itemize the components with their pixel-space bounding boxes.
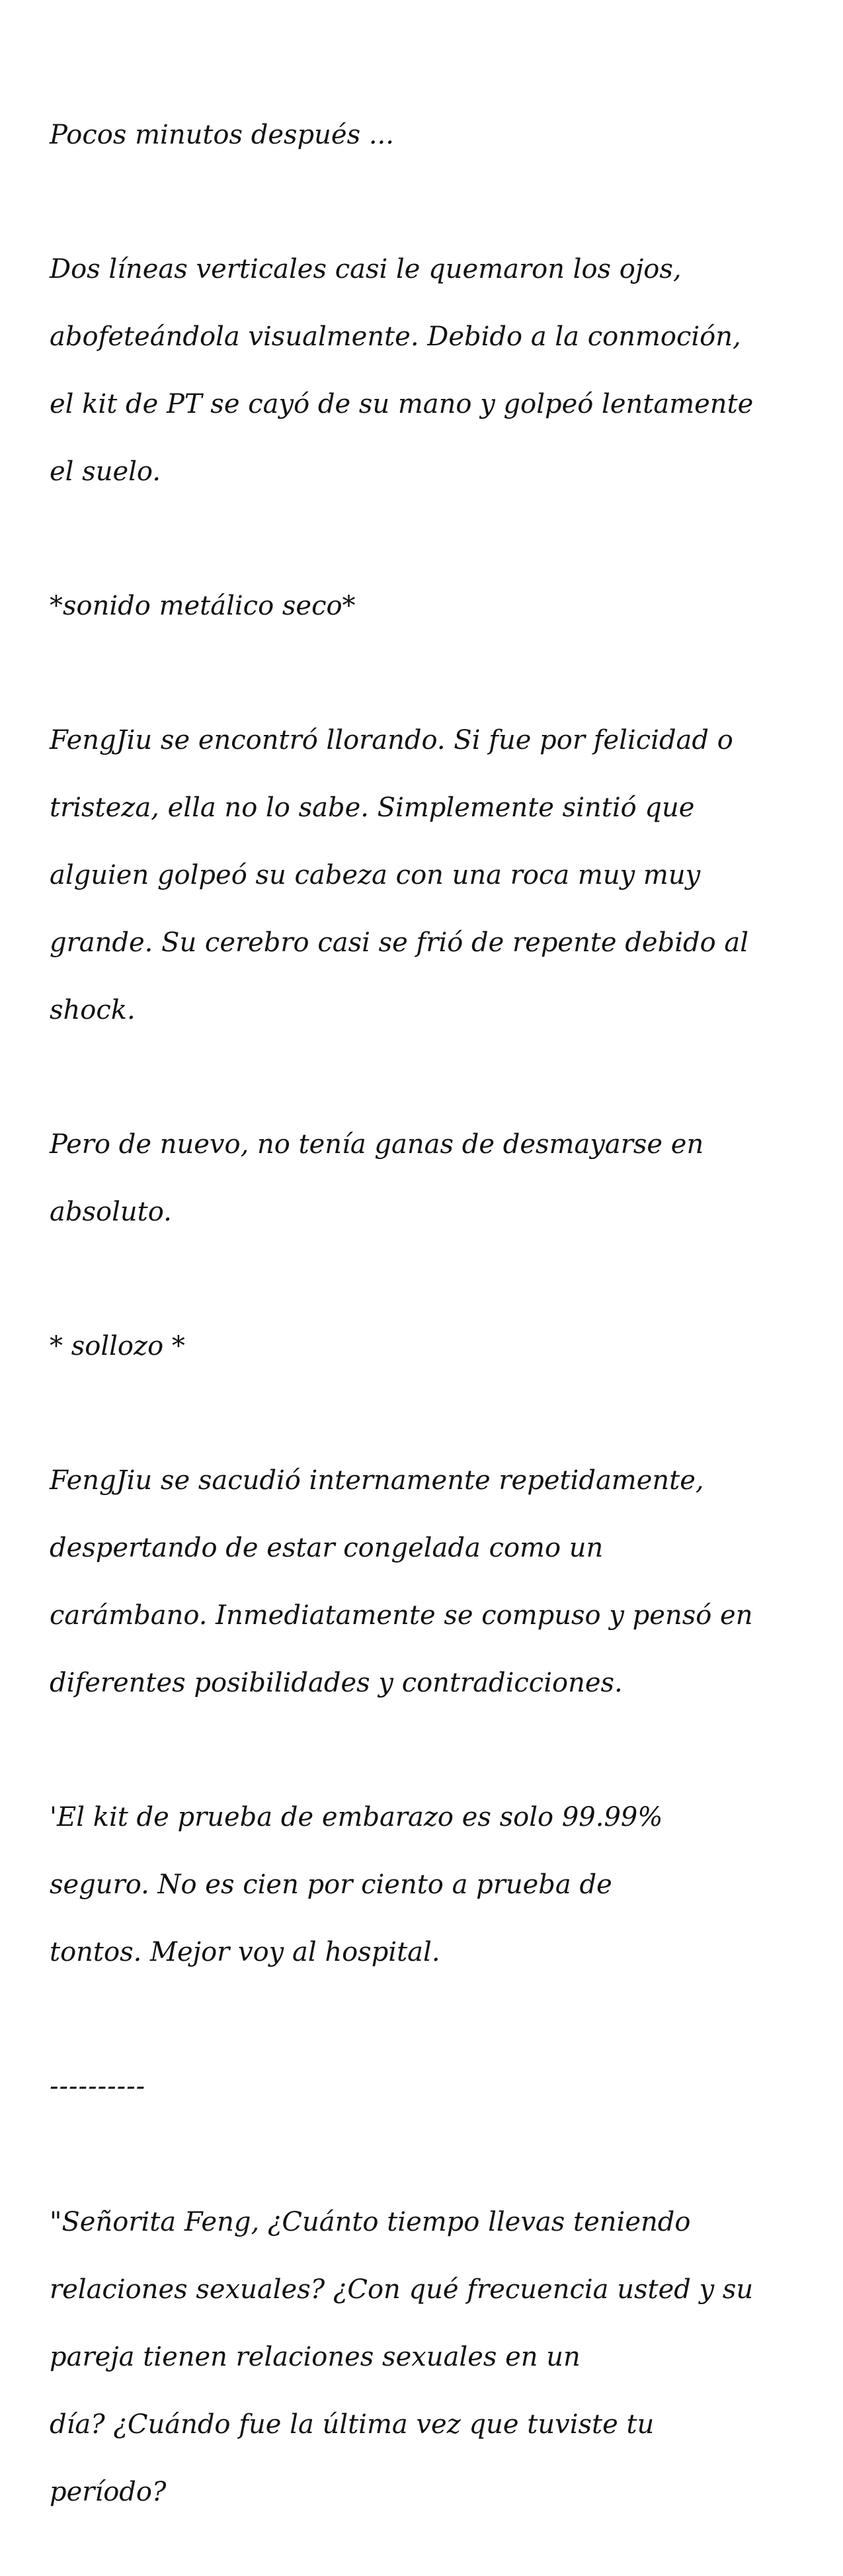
text-line: * sollozo * (50, 1331, 185, 1361)
text-line: FengJiu se sacudió internamente repetidamente, (50, 1465, 704, 1496)
text-line: el suelo. (50, 456, 161, 487)
text-line: carámbano. Inmediatamente se compuso y pensó en (50, 1600, 753, 1631)
paragraph-sound-effect (50, 556, 803, 657)
text-line: diferentes posibilidades y contradicciones. (50, 1668, 623, 1698)
scene-divider (50, 2036, 803, 2137)
paragraph-thought (50, 1767, 803, 2003)
paragraph-two-lines (50, 219, 803, 523)
paragraph-shake (50, 1430, 803, 1734)
paragraph-intro (50, 85, 803, 186)
text-line: Dos líneas verticales casi le quemaron los ojos, (50, 254, 682, 284)
text-line: FengJiu se encontró llorando. Si fue por felicidad o (50, 725, 733, 755)
text-line: el kit de PT se cayó de su mano y golpeó lentamente (50, 389, 754, 419)
paragraph-faint (50, 1094, 803, 1263)
text-line: alguien golpeó su cabeza con una roca muy muy (50, 860, 701, 890)
text-line: período? (50, 2477, 167, 2507)
text-line: "Señorita Feng, ¿Cuánto tiempo llevas teniendo (50, 2207, 691, 2237)
text-line: absoluto. (50, 1197, 172, 1227)
text-line: relaciones sexuales? ¿Con qué frecuencia usted y su (50, 2274, 754, 2305)
text-line: día? ¿Cuándo fue la última vez que tuviste tu (50, 2409, 655, 2440)
text-line: Pocos minutos después ... (50, 120, 394, 150)
text-line: pareja tienen relaciones sexuales en un (50, 2342, 581, 2372)
document-page (50, 85, 803, 2576)
text-line: seguro. No es cien por ciento a prueba de (50, 1869, 612, 1900)
text-line: tristeza, ella no lo sabe. Simplemente sintió que (50, 793, 695, 823)
text-line: grande. Su cerebro casi se frió de repente debido al (50, 927, 749, 958)
text-line: Pero de nuevo, no tenía ganas de desmayarse en (50, 1129, 704, 1160)
paragraph-crying (50, 690, 803, 1061)
paragraph-sob (50, 1296, 803, 1397)
text-line: *sonido metálico seco* (50, 591, 356, 621)
text-line: shock. (50, 995, 136, 1025)
text-line: 'El kit de prueba de embarazo es solo 99.99% (50, 1802, 663, 1832)
paragraph-doctor-questions (50, 2172, 803, 2543)
text-line: despertando de estar congelada como un (50, 1533, 604, 1563)
divider-line: ---------- (50, 2071, 146, 2102)
text-line: abofeteándola visualmente. Debido a la conmoción, (50, 322, 741, 352)
text-line: tontos. Mejor voy al hospital. (50, 1937, 440, 1967)
